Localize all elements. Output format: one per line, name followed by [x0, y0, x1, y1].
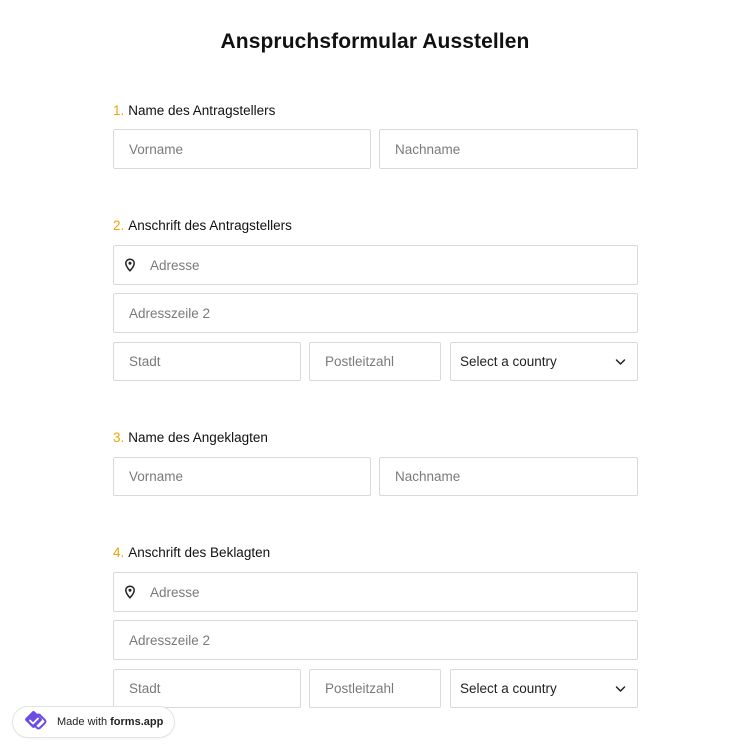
defendant-zip-input[interactable] — [309, 669, 441, 708]
badge-brand: forms.app — [110, 716, 164, 728]
placeholder: Vorname — [129, 141, 184, 157]
chevron-down-icon — [615, 685, 626, 693]
defendant-country-select[interactable] — [450, 669, 638, 708]
question-title: Name des Angeklagten — [128, 430, 268, 445]
question-3-label — [113, 430, 268, 445]
question-number: 4. — [113, 545, 125, 560]
placeholder: Postleitzahl — [325, 354, 395, 369]
question-title: Anschrift des Antragstellers — [128, 218, 292, 233]
applicant-address-line2-input[interactable] — [113, 293, 638, 333]
question-title: Anschrift des Beklagten — [128, 545, 271, 560]
location-pin-icon — [124, 585, 136, 599]
placeholder: Adresse — [150, 257, 200, 273]
page-title: Anspruchsformular Ausstellen — [220, 30, 530, 53]
placeholder: Stadt — [129, 681, 161, 696]
question-number: 2. — [113, 218, 125, 233]
applicant-first-name-input[interactable] — [113, 129, 371, 169]
defendant-address-input[interactable] — [113, 572, 638, 612]
placeholder: Stadt — [129, 354, 161, 369]
applicant-country-select[interactable] — [450, 342, 638, 381]
defendant-last-name-input[interactable] — [379, 457, 638, 496]
selected-value: Select a country — [460, 681, 557, 696]
forms-app-logo-icon — [21, 710, 51, 734]
applicant-last-name-input[interactable] — [379, 129, 638, 169]
question-title: Name des Antragstellers — [128, 103, 276, 118]
question-1-label — [113, 103, 275, 118]
placeholder: Nachname — [395, 469, 461, 484]
selected-value: Select a country — [460, 354, 557, 369]
defendant-city-input[interactable] — [113, 669, 301, 708]
defendant-address-line2-input[interactable] — [113, 620, 638, 660]
location-pin-icon — [124, 258, 136, 272]
placeholder: Postleitzahl — [325, 681, 395, 696]
applicant-city-input[interactable] — [113, 342, 301, 381]
placeholder: Adresse — [150, 584, 200, 600]
placeholder: Adresszeile 2 — [129, 632, 211, 648]
question-4-label — [113, 545, 270, 560]
question-number: 3. — [113, 430, 125, 445]
placeholder: Adresszeile 2 — [129, 305, 211, 321]
applicant-zip-input[interactable] — [309, 342, 441, 381]
placeholder: Vorname — [129, 469, 184, 484]
question-number: 1. — [113, 103, 125, 118]
made-with-badge[interactable] — [12, 706, 175, 738]
placeholder: Nachname — [395, 141, 461, 157]
chevron-down-icon — [615, 358, 626, 366]
defendant-first-name-input[interactable] — [113, 457, 371, 496]
applicant-address-input[interactable] — [113, 245, 638, 285]
badge-prefix: Made with — [57, 716, 108, 728]
question-2-label — [113, 218, 292, 233]
